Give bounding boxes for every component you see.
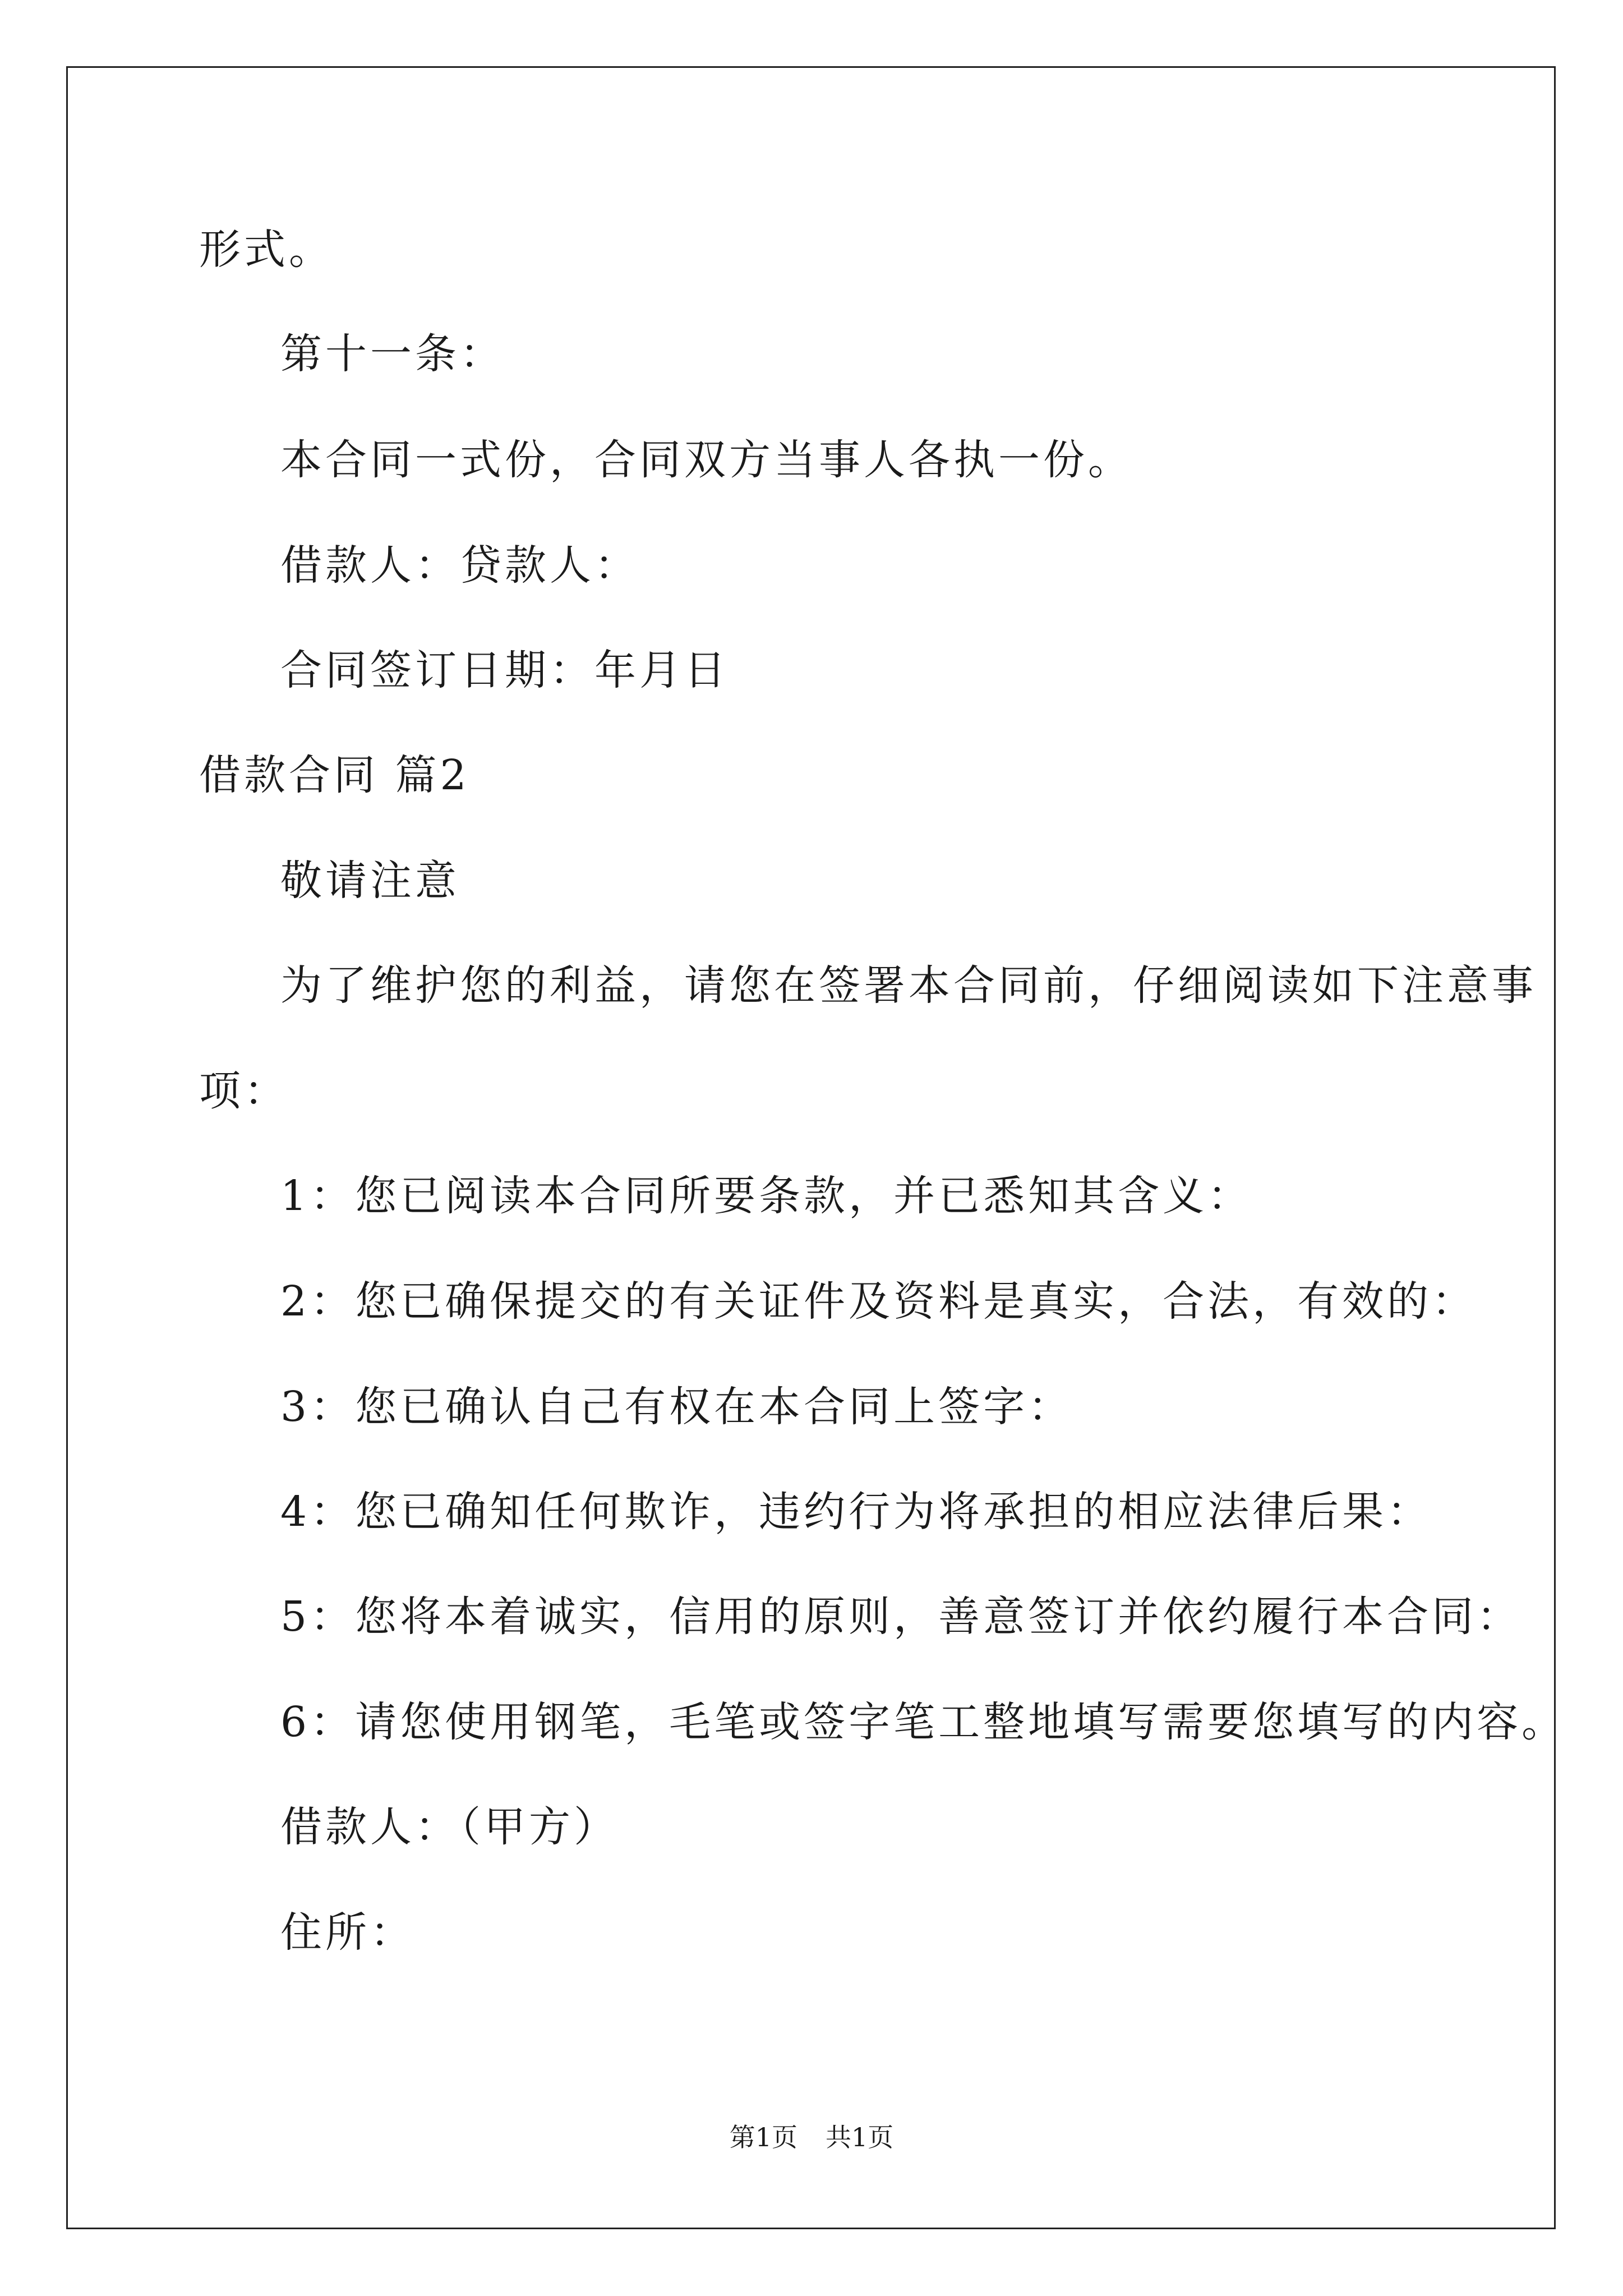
notice-heading: 敬请注意 — [280, 857, 460, 905]
notice-item-2: 2：您已确保提交的有关证件及资料是真实，合法，有效的： — [280, 1277, 1477, 1326]
notice-item-3: 3：您已确认自己有权在本合同上签字： — [280, 1383, 1073, 1431]
section-title: 借款合同 篇2 — [199, 751, 470, 799]
page-border — [66, 66, 1556, 2229]
page-total: 共1页 — [826, 2122, 894, 2152]
text-line-continuation: 形式。 — [199, 226, 334, 274]
notice-item-1: 1：您已阅读本合同所要条款，并已悉知其含义： — [280, 1172, 1253, 1220]
borrower-field: 借款人：（甲方） — [280, 1803, 619, 1851]
text-line-parties: 借款人：贷款人： — [280, 541, 639, 590]
text-line-copies: 本合同一式份，合同双方当事人各执一份。 — [280, 436, 1133, 484]
notice-item-6: 6：请您使用钢笔，毛笔或签字笔工整地填写需要您填写的内容。 — [280, 1698, 1567, 1746]
notice-intro-continued: 项： — [199, 1067, 289, 1115]
notice-item-4: 4：您已确知任何欺诈，违约行为将承担的相应法律后果： — [280, 1488, 1432, 1536]
text-line-sign-date: 合同签订日期：年月日 — [280, 646, 729, 694]
notice-item-5: 5：您将本着诚实，信用的原则，善意签订并依约履行本合同： — [280, 1593, 1522, 1641]
notice-intro: 为了维护您的利益，请您在签署本合同前，仔细阅读如下注意事 — [280, 961, 1537, 1010]
address-field: 住所： — [280, 1908, 415, 1957]
article-heading: 第十一条： — [280, 330, 505, 378]
page-footer — [0, 2120, 1623, 2154]
page-number: 第1页 — [729, 2122, 797, 2152]
